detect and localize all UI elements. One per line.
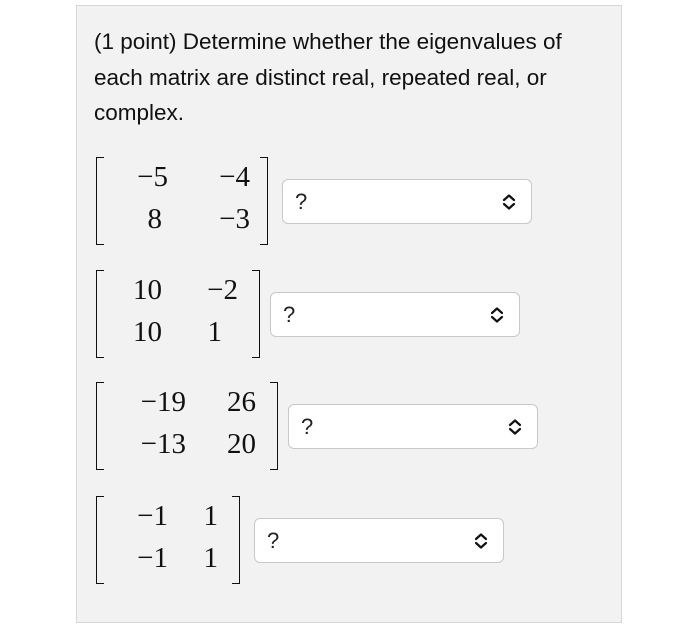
select-value: ?: [301, 414, 314, 439]
matrix-2: [96, 270, 266, 360]
matrix-1-cell-11: −5: [137, 161, 168, 193]
right-bracket: [270, 382, 278, 470]
question-text: (1 point) Determine whether the eigenvalues of each matrix are distinct real, repeated real, or complex.: [94, 29, 562, 125]
matrix-3-cell-22: 20: [227, 428, 256, 460]
matrix-1-cell-22: −3: [219, 203, 250, 235]
eigenvalue-type-select-1[interactable]: [282, 179, 532, 224]
left-bracket: [96, 157, 104, 245]
chevron-up-down-icon: [473, 532, 489, 550]
select-value: ?: [283, 302, 296, 327]
matrix-2-cell-22: 1: [207, 316, 222, 348]
matrix-4-cell-12: 1: [203, 500, 218, 532]
select-value: ?: [267, 528, 280, 553]
matrix-3-cell-11: −19: [140, 386, 186, 418]
matrix-2-cell-11: 10: [133, 274, 162, 306]
matrix-4: [96, 496, 248, 586]
right-bracket: [232, 496, 240, 584]
left-bracket: [96, 496, 104, 584]
eigenvalue-type-select-2[interactable]: [270, 292, 520, 337]
matrix-4-cell-22: 1: [203, 542, 218, 574]
eigenvalue-type-select-3[interactable]: [288, 404, 538, 449]
matrix-1-cell-12: −4: [219, 161, 250, 193]
select-value: ?: [295, 189, 308, 214]
matrix-4-cell-21: −1: [137, 542, 168, 574]
left-bracket: [96, 382, 104, 470]
matrix-2-cell-21: 10: [133, 316, 162, 348]
right-bracket: [260, 157, 268, 245]
matrix-1-cell-21: 8: [147, 203, 162, 235]
right-bracket: [252, 270, 260, 358]
matrix-4-cell-11: −1: [137, 500, 168, 532]
eigenvalue-type-select-4[interactable]: [254, 518, 504, 563]
chevron-up-down-icon: [507, 418, 523, 436]
matrix-3: [96, 382, 286, 472]
matrix-2-cell-12: −2: [207, 274, 238, 306]
matrix-1: [96, 157, 274, 247]
chevron-up-down-icon: [489, 306, 505, 324]
matrix-3-cell-21: −13: [140, 428, 186, 460]
matrix-3-cell-12: 26: [227, 386, 256, 418]
left-bracket: [96, 270, 104, 358]
chevron-up-down-icon: [501, 193, 517, 211]
